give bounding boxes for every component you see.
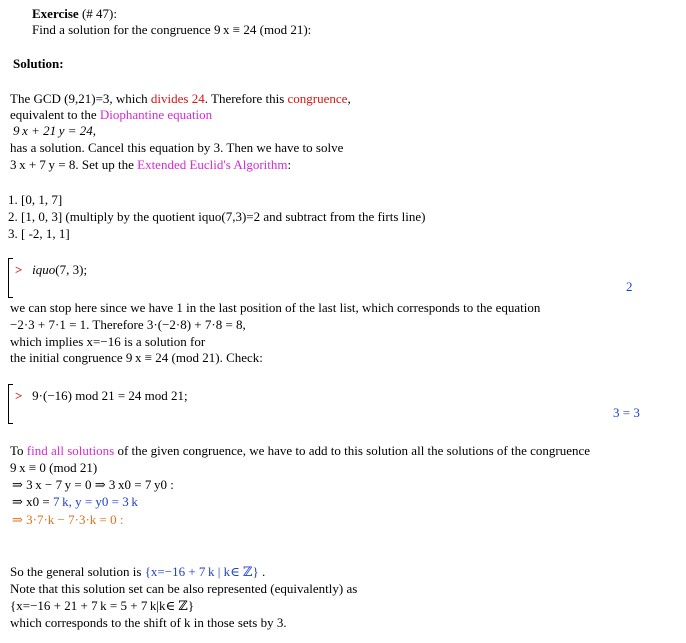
extended-euclid-link[interactable]: Extended Euclid's Algorithm — [137, 157, 288, 172]
paragraph-euclid: 3 x + 7 y = 8. Set up the Extended Euclid's Algorithm: — [10, 157, 292, 172]
exercise-title: Exercise (# 47): — [32, 6, 117, 21]
divides-link[interactable]: divides 24 — [150, 91, 205, 106]
implication-3: ⇒ 3·7·k − 7·3·k = 0 : — [12, 512, 124, 527]
paragraph-initial: the initial congruence 9 x ≡ 24 (mod 21). Check: — [10, 350, 263, 365]
maple-output-check: 3 = 3 — [613, 405, 640, 420]
step-2: 2. [1, 0, 3] (multiply by the quotient iquo(7,3)=2 and subtract from the firts line) — [8, 209, 426, 224]
maple-output-iquo: 2 — [626, 279, 633, 294]
congruence-homogeneous: 9 x ≡ 0 (mod 21) — [10, 460, 98, 475]
paragraph-implies: which implies x=−16 is a solution for — [10, 334, 206, 349]
implication-2: ⇒ x0 = 7 k, y = y0 = 3 k — [12, 494, 138, 509]
paragraph-stop: we can stop here since we have 1 in the last position of the last list, which corresponds to the equation — [10, 300, 541, 315]
paragraph-equivalent: equivalent to the Diophantine equation — [10, 107, 213, 122]
input-prompt: > — [15, 388, 23, 403]
solution-heading: Solution: — [13, 56, 64, 71]
paragraph-note: Note that this solution set can be also represented (equivalently) as — [10, 581, 358, 596]
diophantine-link[interactable]: Diophantine equation — [99, 107, 213, 122]
implication-1: ⇒ 3 x − 7 y = 0 ⇒ 3 x0 = 7 y0 : — [12, 477, 174, 492]
solution-set-shifted: {x=−16 + 21 + 7 k = 5 + 7 k|k∈ ℤ} — [10, 598, 195, 613]
paragraph-therefore: −2·3 + 7·1 = 1. Therefore 3·(−2·8) + 7·8 = 8, — [10, 317, 246, 332]
input-prompt: > — [15, 262, 23, 277]
execution-group-bracket[interactable] — [8, 384, 13, 424]
maple-input-check[interactable]: > 9·(−16) mod 21 = 24 mod 21; — [15, 388, 188, 403]
maple-input-iquo[interactable]: > iquo(7, 3); — [15, 262, 88, 277]
find-all-solutions-link[interactable]: find all solutions — [26, 443, 115, 458]
paragraph-gcd: The GCD (9,21)=3, which divides 24. Therefore this congruence, — [10, 91, 351, 106]
paragraph-general-solution: So the general solution is {x=−16 + 7 k | k∈ ℤ} . — [10, 564, 266, 579]
step-1: 1. [0, 1, 7] — [8, 192, 63, 207]
paragraph-find-all: To find all solutions of the given congruence, we have to add to this solution all the solutions of the congruence — [10, 443, 591, 458]
step-3: 3. [ -2, 1, 1] — [8, 226, 70, 241]
equation-diophantine: 9 x + 21 y = 24, — [13, 123, 97, 138]
execution-group-bracket[interactable] — [8, 258, 13, 298]
paragraph-shift: which corresponds to the shift of k in those sets by 3. — [10, 615, 287, 630]
paragraph-cancel: has a solution. Cancel this equation by 3. Then we have to solve — [10, 140, 344, 155]
congruence-link[interactable]: congruence — [287, 91, 348, 106]
solution-set: {x=−16 + 7 k | k∈ ℤ} — [144, 564, 259, 579]
task-statement: Find a solution for the congruence 9 x ≡ 24 (mod 21): — [32, 22, 312, 37]
